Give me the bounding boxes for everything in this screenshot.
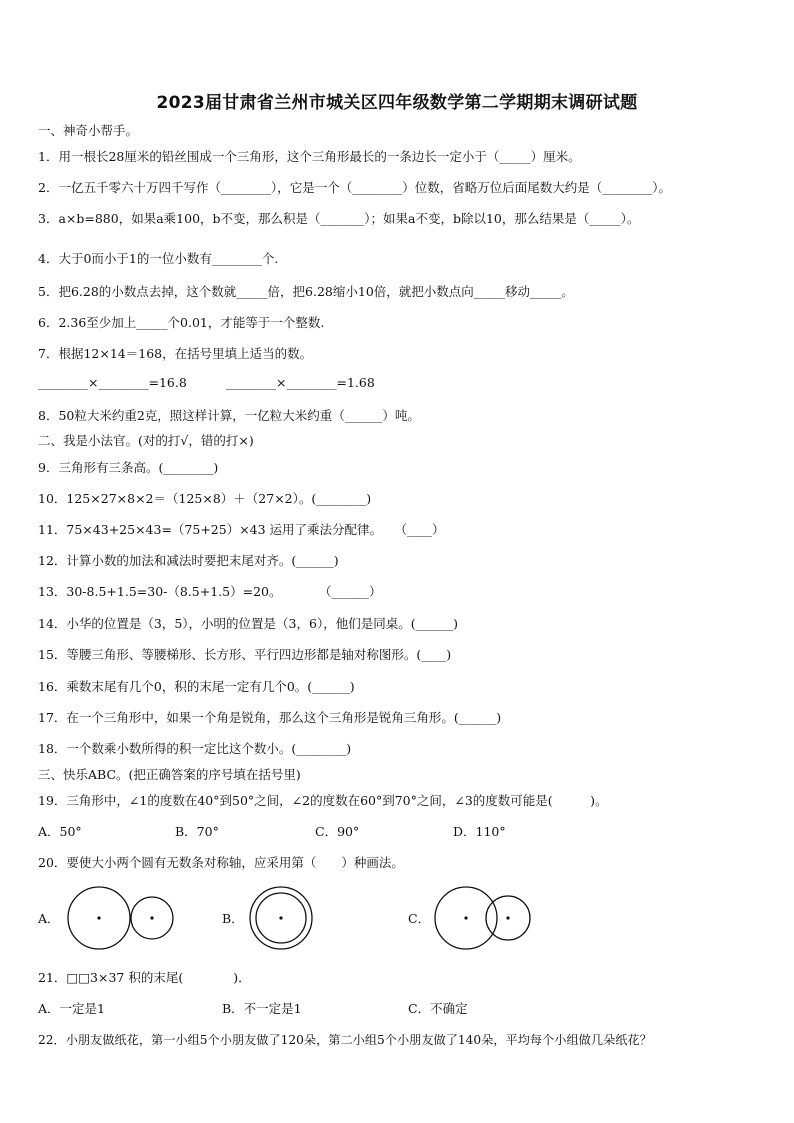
option-b: B．不一定是1 — [222, 1001, 302, 1016]
center-dot — [150, 916, 153, 919]
question-21: 21．□□3×37 积的末尾( )． — [38, 970, 251, 985]
question-2: 2．一亿五千零六十万四千写作（________），它是一个（________）位数，省略万位后面尾数大约是（________）。 — [38, 180, 671, 195]
center-dot — [464, 916, 467, 919]
option-c: C．不确定 — [408, 1001, 468, 1016]
figure-option-a-label: A． — [38, 911, 60, 926]
question-12: 12．计算小数的加法和减法时要把末尾对齐。(______) — [38, 553, 339, 568]
question-3: 3．a×b=880，如果a乘100，b不变，那么积是（_______）；如果a不变，b除以10，那么结果是（_____）。 — [38, 211, 640, 226]
figure-option-c-label: C． — [408, 911, 431, 926]
question-14: 14．小华的位置是（3，5），小明的位置是（3，6），他们是同桌。(______) — [38, 616, 458, 631]
question-7: 7．根据12×14＝168，在括号里填上适当的数。 — [38, 346, 313, 361]
question-7-blank-a: ________×________=16.8 — [38, 375, 187, 390]
question-20: 20．要使大小两个圆有无数条对称轴，应采用第（ ）种画法。 — [38, 855, 404, 870]
section-1-heading: 一、神奇小帮手。 — [38, 123, 139, 138]
figure-option-b-label: B． — [222, 911, 244, 926]
question-16: 16．乘数末尾有几个0，积的末尾一定有几个0。(______) — [38, 679, 355, 694]
option-b: B．70° — [175, 824, 219, 839]
figure-b-concentric-circles — [246, 884, 316, 952]
question-9: 9．三角形有三条高。(________) — [38, 460, 219, 475]
question-13: 13．30-8.5+1.5=30-（8.5+1.5）=20。 （______） — [38, 584, 382, 599]
question-1: 1．用一根长28厘米的铅丝围成一个三角形，这个三角形最长的一条边长一定小于（_____）厘米。 — [38, 149, 581, 164]
question-18: 18．一个数乘小数所得的积一定比这个数小。(________) — [38, 741, 352, 756]
section-3-heading: 三、快乐ABC。(把正确答案的序号填在括号里) — [38, 767, 301, 782]
option-a: A．50° — [38, 824, 82, 839]
question-22: 22．小朋友做纸花，第一小组5个小朋友做了120朵，第二小组5个小朋友做了140朵，平均每个小组做几朵纸花？ — [38, 1033, 652, 1047]
question-11: 11．75×43+25×43=（75+25）×43 运用了乘法分配律。 （____） — [38, 522, 445, 537]
page-title: 2023届甘肃省兰州市城关区四年级数学第二学期期末调研试题 — [156, 93, 638, 113]
center-dot — [506, 916, 509, 919]
question-8: 8．50粒大米约重2克，照这样计算，一亿粒大米约重（______）吨。 — [38, 408, 420, 423]
figure-c-overlapping-circles — [432, 884, 552, 952]
question-10: 10．125×27×8×2＝（125×8）＋（27×2）。(________) — [38, 491, 372, 506]
section-2-heading: 二、我是小法官。(对的打√，错的打×) — [38, 433, 254, 448]
question-20-figures — [38, 884, 558, 952]
center-dot — [97, 916, 100, 919]
option-c: C．90° — [315, 824, 360, 839]
question-5: 5．把6.28的小数点去掉，这个数就_____倍，把6.28缩小10倍，就把小数点向_____移动_____。 — [38, 284, 574, 299]
question-15: 15．等腰三角形、等腰梯形、长方形、平行四边形都是轴对称图形。(____) — [38, 647, 452, 662]
question-17: 17．在一个三角形中，如果一个角是锐角，那么这个三角形是锐角三角形。(______) — [38, 710, 502, 725]
option-d: D．110° — [453, 824, 506, 839]
option-a: A．一定是1 — [38, 1001, 105, 1016]
question-4: 4．大于0而小于1的一位小数有________个. — [38, 251, 279, 266]
question-19: 19．三角形中，∠1的度数在40°到50°之间，∠2的度数在60°到70°之间，∠3的度数可能是( )。 — [38, 793, 608, 808]
question-6: 6．2.36至少加上_____个0.01，才能等于一个整数. — [38, 315, 325, 330]
question-7-blank-b: ________×________=1.68 — [226, 375, 375, 390]
figure-a-separate-circles — [64, 884, 204, 952]
center-dot — [279, 916, 282, 919]
